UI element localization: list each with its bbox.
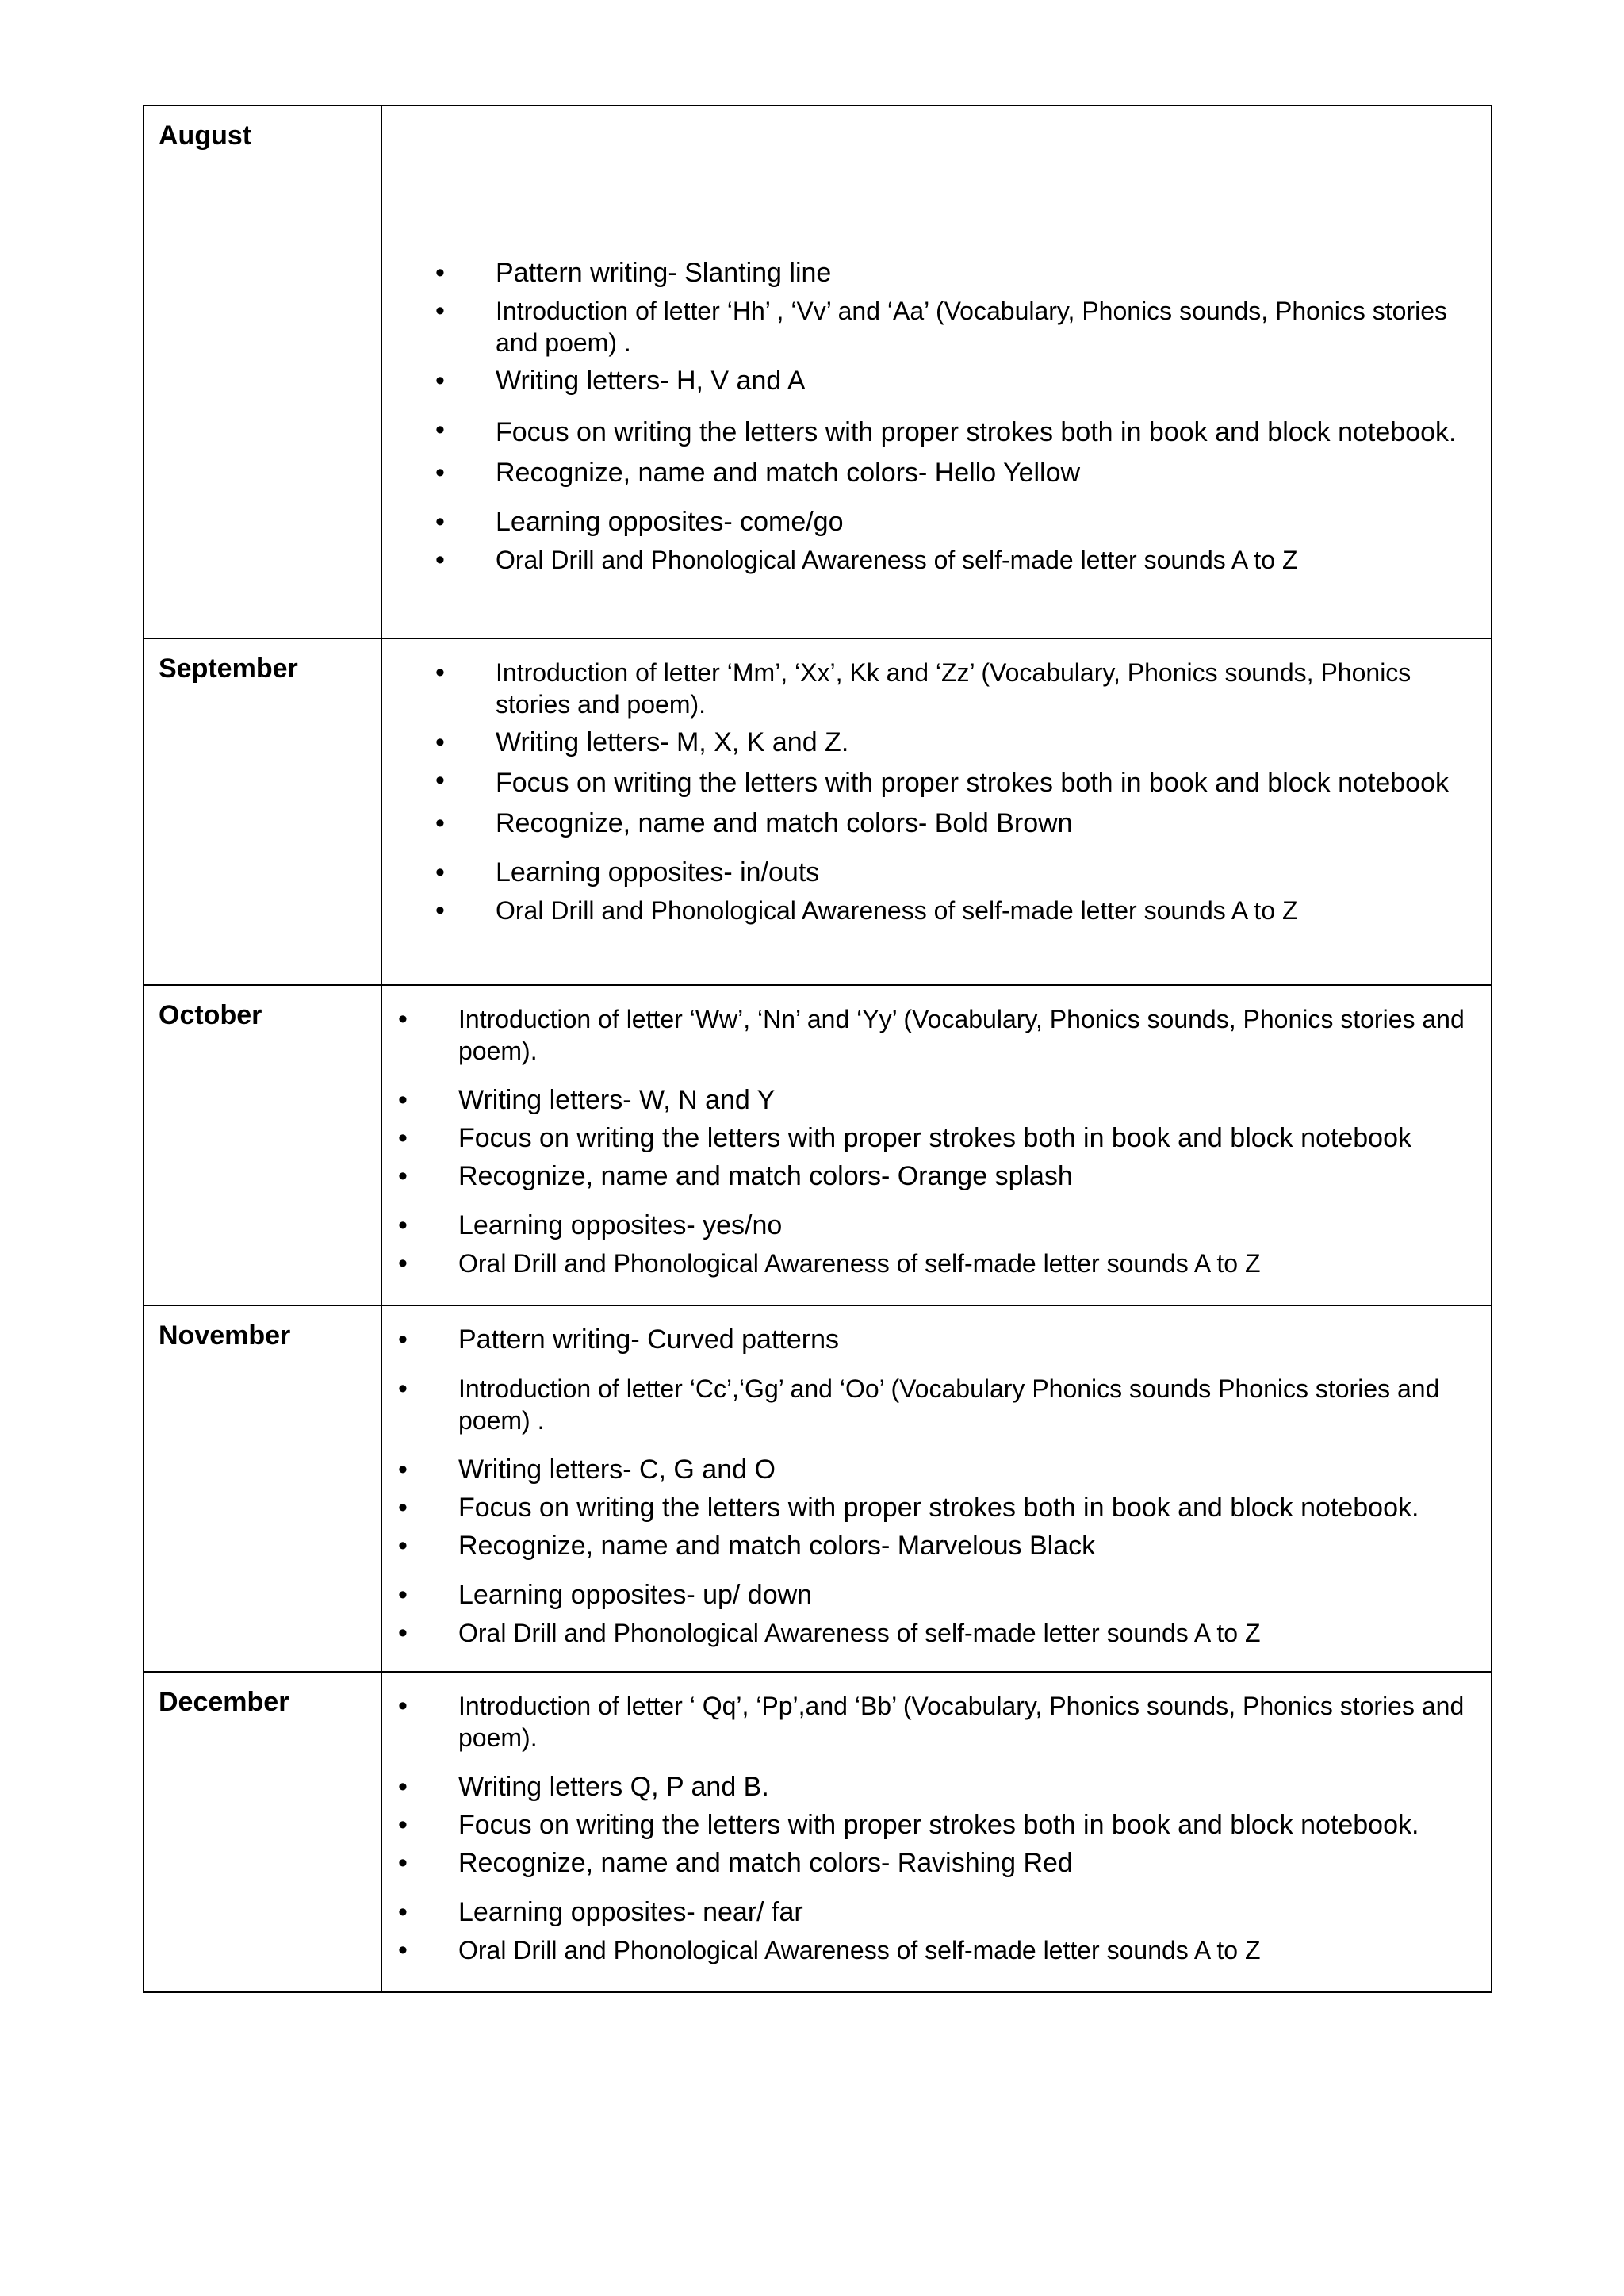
bullet-icon: • (398, 1085, 408, 1115)
month-label: November (144, 1305, 381, 1672)
bullet-icon: • (398, 1455, 408, 1485)
month-label: October (144, 985, 381, 1305)
bullet-icon: • (435, 366, 445, 396)
bullet-icon: • (435, 857, 445, 887)
bullet-icon: • (398, 1161, 408, 1191)
bullet-icon: • (398, 1618, 408, 1648)
list-item: • Recognize, name and match colors- Hello Yellow (435, 458, 1081, 488)
list-item: • Pattern writing- Curved patterns (398, 1324, 839, 1355)
month-row-december (144, 1672, 1492, 1992)
month-label: December (144, 1672, 381, 1992)
topics-cell (381, 638, 1492, 985)
list-item: • Introduction of letter ‘Hh’ , ‘Vv’ and ‘Aa’ (Vocabulary, Phonics sounds, Phonics stories and poem) . (435, 296, 1448, 357)
bullet-icon: • (398, 1897, 408, 1927)
list-item: • Writing letters- W, N and Y (398, 1085, 776, 1115)
bullet-icon: • (398, 1848, 408, 1878)
bullet-icon: • (398, 1580, 408, 1610)
bullet-icon: • (435, 657, 445, 688)
bullet-icon: • (435, 415, 445, 445)
bullet-icon: • (435, 765, 445, 795)
month-row-november (144, 1305, 1492, 1672)
list-item: • Writing letters- M, X, K and Z. (435, 727, 849, 757)
list-item: • Learning opposites- yes/no (398, 1210, 783, 1240)
bullet-icon: • (398, 1210, 408, 1240)
topics-cell (381, 105, 1492, 638)
topics-cell (381, 1305, 1492, 1672)
topics-cell (381, 1672, 1492, 1992)
list-item: • Writing letters Q, P and B. (398, 1772, 769, 1802)
bullet-icon: • (435, 296, 445, 326)
list-item: • Learning opposites- near/ far (398, 1897, 803, 1927)
list-item: • Oral Drill and Phonological Awareness of self-made letter sounds A to Z (398, 1248, 1261, 1278)
month-row-september (144, 638, 1492, 985)
list-item: • Oral Drill and Phonological Awareness of self-made letter sounds A to Z (398, 1618, 1261, 1648)
list-item: • Focus on writing the letters with proper strokes both in book and block notebook (435, 765, 1450, 798)
topic-list (382, 106, 1491, 576)
bullet-icon: • (398, 1248, 408, 1278)
list-item: • Focus on writing the letters with proper strokes both in book and block notebook. (398, 1810, 1419, 1840)
bullet-icon: • (398, 1772, 408, 1802)
topics-cell (381, 985, 1492, 1305)
bullet-icon: • (435, 895, 445, 926)
topic-list (382, 639, 1491, 926)
list-item: • Focus on writing the letters with proper strokes both in book and block notebook. (398, 1493, 1419, 1523)
list-item: • Introduction of letter ‘Ww’, ‘Nn’ and ‘Yy’ (Vocabulary, Phonics sounds, Phonics stories and poem). (398, 1004, 1465, 1065)
month-row-august (144, 105, 1492, 638)
bullet-icon: • (398, 1493, 408, 1523)
list-item: • Pattern writing- Slanting line (435, 258, 832, 288)
topic-list (382, 1673, 1491, 1966)
bullet-icon: • (435, 545, 445, 575)
list-item: • Focus on writing the letters with proper strokes both in book and block notebook (398, 1123, 1412, 1153)
list-item: • Writing letters- H, V and A (435, 366, 806, 396)
list-item: • Learning opposites- in/outs (435, 857, 820, 887)
bullet-icon: • (435, 808, 445, 838)
bullet-icon: • (435, 727, 445, 757)
list-item: • Learning opposites- come/go (435, 507, 844, 537)
list-item: • Learning opposites- up/ down (398, 1580, 813, 1610)
list-item: • Oral Drill and Phonological Awareness of self-made letter sounds A to Z (435, 895, 1298, 926)
list-item: • Oral Drill and Phonological Awareness of self-made letter sounds A to Z (398, 1935, 1261, 1965)
month-label: September (144, 638, 381, 985)
bullet-icon: • (398, 1123, 408, 1153)
topic-list (382, 1306, 1491, 1649)
bullet-icon: • (398, 1531, 408, 1561)
list-item: • Introduction of letter ‘Mm’, ‘Xx’, Kk and ‘Zz’ (Vocabulary, Phonics sounds, Phonics stories and poem). (435, 657, 1411, 719)
list-item: • Recognize, name and match colors- Orange splash (398, 1161, 1073, 1191)
bullet-icon: • (398, 1374, 408, 1404)
bullet-icon: • (398, 1324, 408, 1355)
list-item: • Recognize, name and match colors- Marvelous Black (398, 1531, 1096, 1561)
list-item: • Recognize, name and match colors- Bold Brown (435, 808, 1073, 838)
list-item: • Introduction of letter ‘Cc’,‘Gg’ and ‘Oo’ (Vocabulary Phonics sounds Phonics stories and poem) . (398, 1374, 1440, 1435)
list-item: • Focus on writing the letters with proper strokes both in book and block notebook. (435, 415, 1457, 447)
bullet-icon: • (435, 258, 445, 288)
bullet-icon: • (398, 1935, 408, 1965)
list-item: • Oral Drill and Phonological Awareness of self-made letter sounds A to Z (435, 545, 1298, 575)
bullet-icon: • (398, 1691, 408, 1721)
syllabus-table (143, 105, 1492, 1993)
list-item: • Recognize, name and match colors- Ravishing Red (398, 1848, 1073, 1878)
month-label: August (144, 105, 381, 638)
list-item: • Writing letters- C, G and O (398, 1455, 776, 1485)
bullet-icon: • (398, 1810, 408, 1840)
bullet-icon: • (435, 458, 445, 488)
month-row-october (144, 985, 1492, 1305)
bullet-icon: • (435, 507, 445, 537)
bullet-icon: • (398, 1004, 408, 1034)
list-item: • Introduction of letter ‘ Qq’, ‘Pp’,and ‘Bb’ (Vocabulary, Phonics sounds, Phonics stories and poem). (398, 1691, 1465, 1752)
topic-list (382, 986, 1491, 1279)
